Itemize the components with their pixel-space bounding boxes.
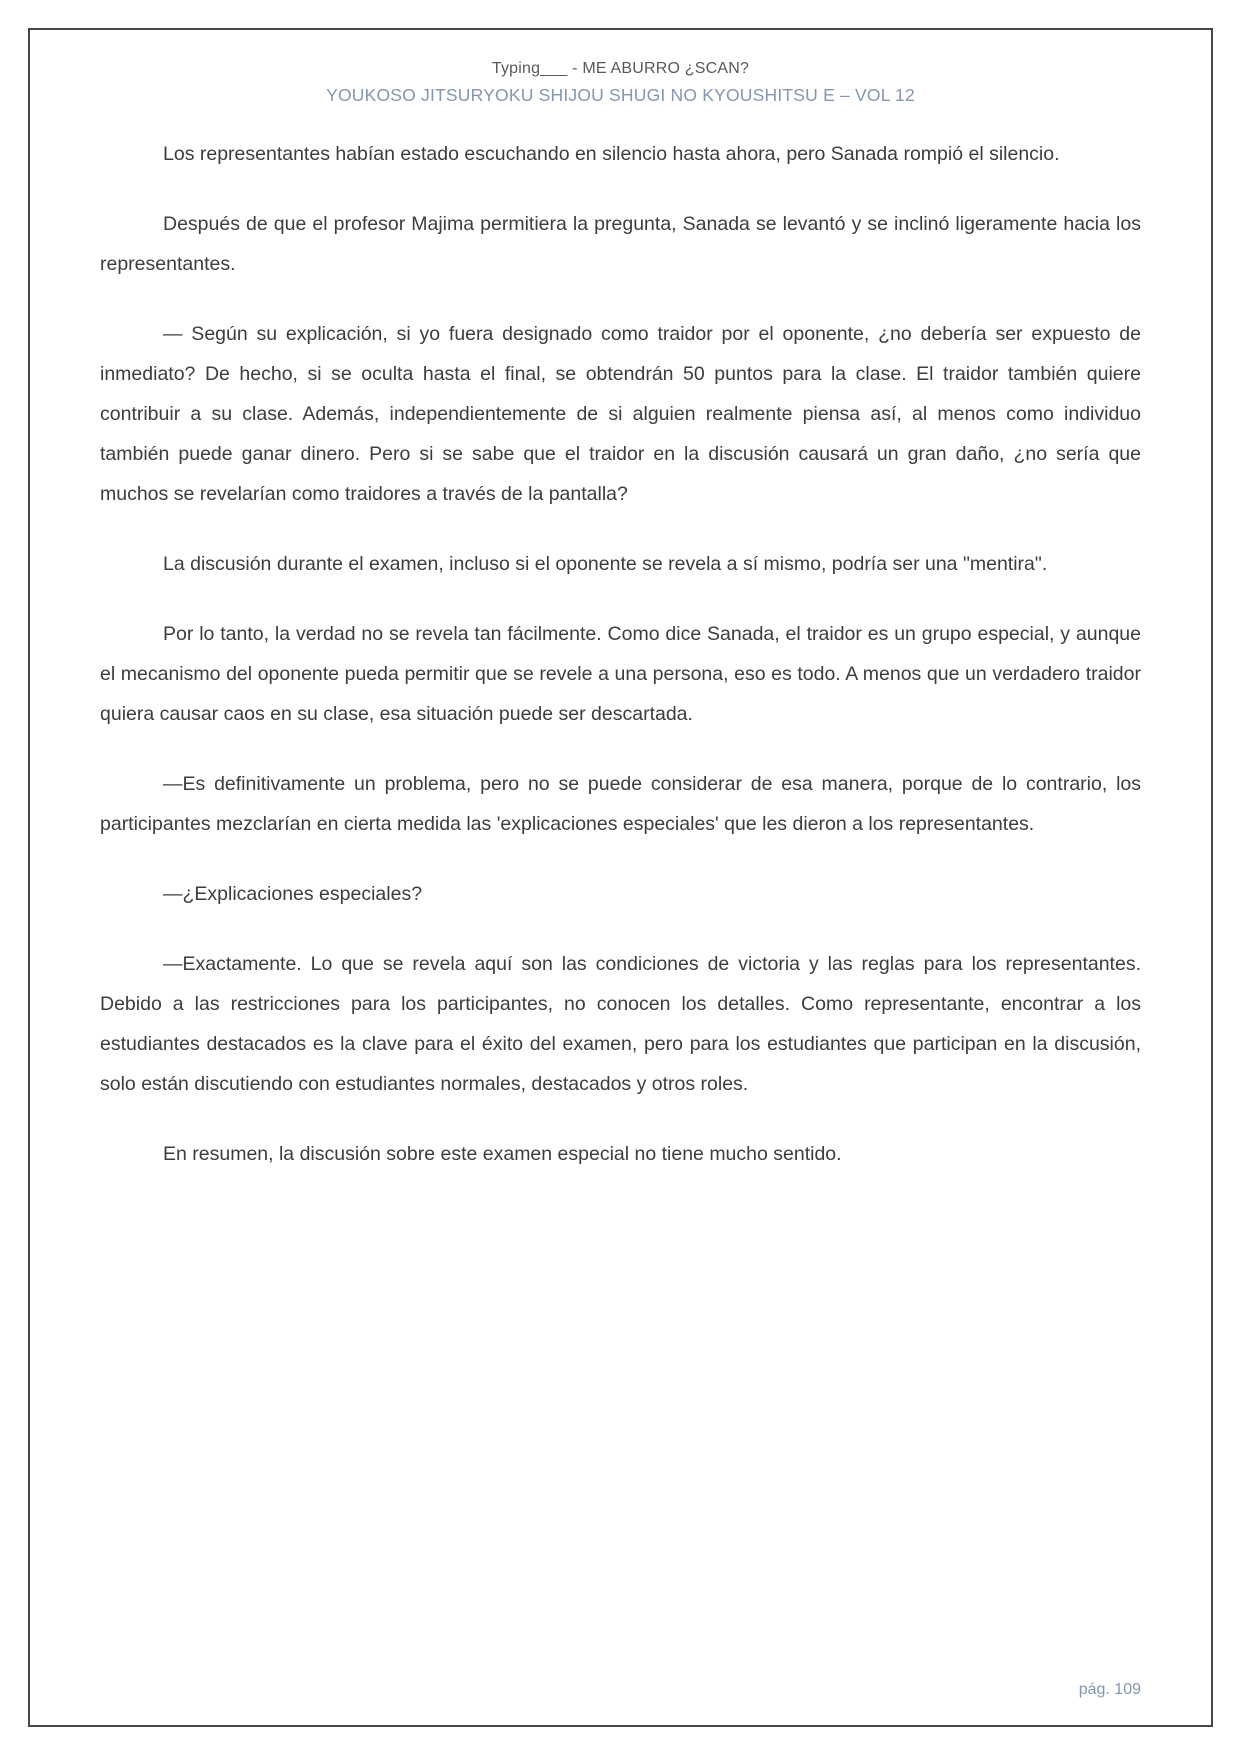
paragraph-9: En resumen, la discusión sobre este examen especial no tiene mucho sentido. bbox=[163, 1143, 842, 1165]
document-body bbox=[30, 106, 1211, 1174]
paragraph-7: —¿Explicaciones especiales? bbox=[163, 883, 423, 905]
paragraph-1: Los representantes habían estado escuchando en silencio hasta ahora, pero Sanada rompió el silencio. bbox=[163, 143, 1060, 165]
page-footer bbox=[1079, 1681, 1141, 1699]
header-volume-title: YOUKOSO JITSURYOKU SHIJOU SHUGI NO KYOUSHITSU E – VOL 12 bbox=[326, 85, 915, 105]
paragraph-4: La discusión durante el examen, incluso si el oponente se revela a sí mismo, podría ser una "mentira". bbox=[163, 553, 1048, 575]
page-header bbox=[30, 60, 1211, 106]
paragraph-5: Por lo tanto, la verdad no se revela tan fácilmente. Como dice Sanada, el traidor es un grupo especial, y aunque el mecanismo del oponente pueda permitir que se revele a una persona, eso es todo. A menos que un verdadero traidor quiera causar caos en su clase, esa situación puede ser descartada. bbox=[100, 623, 1141, 725]
paragraph-8: —Exactamente. Lo que se revela aquí son las condiciones de victoria y las reglas para los representantes. Debido a las restricciones para los participantes, no conocen los detalles. Como representante, encontrar a los estudiantes destacados es la clave para el éxito del examen, pero para los estudiantes que participan en la discusión, solo están discutiendo con estudiantes normales, destacados y otros roles. bbox=[100, 953, 1141, 1095]
page-number: pág. 109 bbox=[1078, 1681, 1141, 1698]
paragraph-6: —Es definitivamente un problema, pero no se puede considerar de esa manera, porque de lo contrario, los participantes mezclarían en cierta medida las 'explicaciones especiales' que les dieron a los representantes. bbox=[100, 773, 1141, 835]
paragraph-2: Después de que el profesor Majima permitiera la pregunta, Sanada se levantó y se inclinó ligeramente hacia los representantes. bbox=[100, 213, 1141, 275]
page-border-frame bbox=[28, 28, 1213, 1727]
header-typing-line: Typing___ - ME ABURRO ¿SCAN? bbox=[491, 60, 750, 77]
paragraph-3: — Según su explicación, si yo fuera designado como traidor por el oponente, ¿no debería ser expuesto de inmediato? De hecho, si se oculta hasta el final, se obtendrán 50 puntos para la clase. El traidor también quiere contribuir a su clase. Además, independientemente de si alguien realmente piensa así, al menos como individuo también puede ganar dinero. Pero si se sabe que el traidor en la discusión causará un gran daño, ¿no sería que muchos se revelarían como traidores a través de la pantalla? bbox=[100, 323, 1141, 505]
